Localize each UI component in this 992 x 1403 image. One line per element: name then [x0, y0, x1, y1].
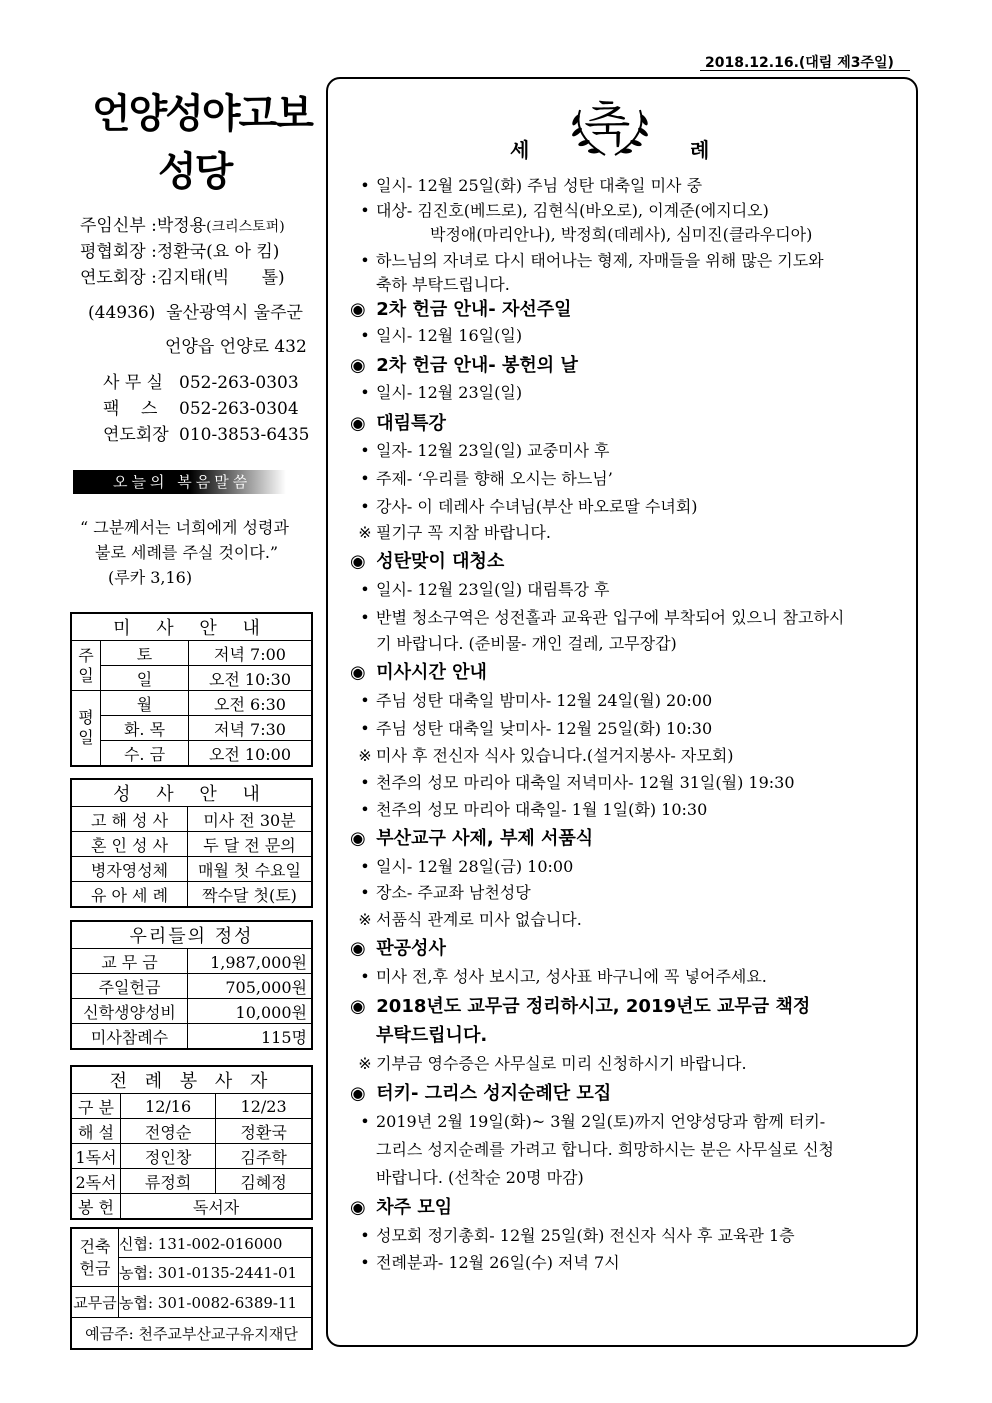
celebrate-character: 축 — [584, 97, 631, 153]
mass-time: 오전 10:30 — [189, 666, 313, 691]
mass-day: 월 — [101, 691, 189, 716]
list-item: • 하느님의 자녀로 다시 태어나는 형제, 자매들을 위해 많은 기도와 — [360, 251, 824, 270]
list-item: • 천주의 성모 마리아 대축일- 1월 1일(화) 10:30 — [360, 800, 708, 819]
mass-day: 수. 금 — [101, 741, 189, 767]
liturgy-role: 1독서 — [71, 1144, 121, 1169]
liturgy-role: 봉 헌 — [71, 1194, 121, 1220]
list-item: • 일시- 12월 16일(일) — [360, 326, 523, 345]
gospel-heading: 오늘의 복음말씀 — [73, 470, 286, 494]
liturgy-role: 해 설 — [71, 1119, 121, 1144]
liturgy-head-label: 구 분 — [71, 1094, 121, 1119]
list-item: • 미사 전,후 성사 보시고, 성사표 바구니에 꼭 넣어주세요. — [360, 967, 767, 986]
liturgy-person: 전영순 — [121, 1119, 216, 1144]
staff-requiem-president: 연도회장 :김지태(빅 톨) — [80, 268, 285, 288]
list-item: • 전례분과- 12월 26일(수) 저녁 7시 — [360, 1253, 620, 1272]
baptism-title-right: 례 — [690, 138, 710, 162]
offering-value: 1,987,000원 — [188, 949, 313, 974]
section-heading: ◉ 2018년도 교무금 정리하시고, 2019년도 교무금 책정 — [350, 996, 811, 1017]
parish-title-line2: 성당 — [158, 149, 232, 195]
list-item-continued: 박정애(마리안나), 박정희(데레사), 심미진(클라우디아) — [430, 225, 813, 244]
offering-name: 미사참례수 — [71, 1024, 188, 1050]
offering-value: 10,000원 — [188, 999, 313, 1024]
mass-time: 저녁 7:00 — [189, 641, 313, 666]
baptism-title-left: 세 — [510, 138, 530, 162]
liturgy-role: 2독서 — [71, 1169, 121, 1194]
address-line1: (44936) 울산광역시 울주군 — [88, 303, 303, 323]
mass-time: 오전 10:00 — [189, 741, 313, 767]
mission-account: 농협: 301-0082-6389-11 — [119, 1287, 313, 1318]
mass-schedule-table — [70, 612, 313, 767]
liturgy-date: 12/16 — [121, 1094, 216, 1119]
mass-day: 일 — [101, 666, 189, 691]
list-item: • 장소- 주교좌 남천성당 — [360, 883, 531, 902]
liturgy-date: 12/23 — [216, 1094, 312, 1119]
list-item: • 2019년 2월 19일(화)~ 3월 2일(토)까지 언양성당과 함께 터키- — [360, 1112, 826, 1131]
list-item: • 강사- 이 데레사 수녀님(부산 바오로딸 수녀회) — [360, 497, 698, 516]
sacrament-name: 유 아 세 례 — [71, 882, 188, 908]
note-item: ※ 서품식 관계로 미사 없습니다. — [358, 910, 582, 929]
bank-accounts-table — [70, 1227, 313, 1350]
list-item-continued: 기 바랍니다. (준비물- 개인 걸레, 고무장갑) — [376, 634, 677, 653]
building-account-2: 농협: 301-0135-2441-01 — [119, 1258, 313, 1287]
sacrament-info: 두 달 전 문의 — [188, 832, 313, 857]
list-item: • 일자- 12월 23일(일) 교중미사 후 — [360, 441, 610, 460]
mass-time: 저녁 7:30 — [189, 716, 313, 741]
parish-title: 언양성야고보 — [92, 91, 312, 137]
mass-day: 화. 목 — [101, 716, 189, 741]
date-underline — [700, 70, 910, 71]
liturgy-person: 김혜정 — [216, 1169, 312, 1194]
sacraments-title: 성 사 안 내 — [71, 779, 312, 807]
list-item-continued: 바랍니다. (선착순 20명 마감) — [376, 1168, 584, 1187]
address-line2: 언양읍 언양로 432 — [165, 337, 307, 357]
section-heading: ◉ 터키- 그리스 성지순례단 모집 — [350, 1083, 612, 1104]
list-item: • 일시- 12월 23일(일) — [360, 383, 523, 402]
sacrament-info: 짝수달 첫(토) — [188, 882, 313, 908]
sacraments-table — [70, 778, 313, 908]
section-heading: ◉ 판공성사 — [350, 938, 446, 959]
contact-requiem: 연도회장 010-3853-6435 — [103, 425, 310, 445]
section-heading: ◉ 2차 헌금 안내- 봉헌의 날 — [350, 355, 578, 376]
list-item: • 주님 성탄 대축일 밤미사- 12월 24일(월) 20:00 — [360, 691, 713, 710]
note-item: ※ 기부금 영수증은 사무실로 미리 신청하시기 바랍니다. — [358, 1054, 747, 1073]
building-fund-label: 건축 헌금 — [71, 1228, 119, 1287]
note-item: ※ 미사 후 전신자 식사 있습니다.(설거지봉사- 자모회) — [358, 746, 734, 765]
liturgy-person: 정환국 — [216, 1119, 312, 1144]
section-heading: ◉ 2차 헌금 안내- 자선주일 — [350, 299, 572, 320]
list-item-continued: 그리스 성지순례를 가려고 합니다. 희망하시는 분은 사무실로 신청 — [376, 1140, 835, 1159]
gospel-reference: (루카 3,16) — [108, 568, 193, 587]
list-item: • 천주의 성모 마리아 대축일 저녁미사- 12월 31일(월) 19:30 — [360, 773, 795, 792]
account-holder: 예금주: 천주교부산교구유지재단 — [71, 1318, 312, 1350]
list-item: • 반별 청소구역은 성전홀과 교육관 입구에 부착되어 있으니 참고하시 — [360, 608, 845, 627]
list-item: • 일시- 12월 25일(화) 주님 성탄 대축일 미사 중 — [360, 176, 703, 195]
section-heading: ◉ 미사시간 안내 — [350, 662, 487, 683]
list-item: • 일시- 12월 23일(일) 대림특강 후 — [360, 580, 610, 599]
contact-fax: 팩 스 052-263-0304 — [103, 399, 299, 419]
liturgy-ministers-table — [70, 1065, 313, 1220]
sacrament-name: 병자영성체 — [71, 857, 188, 882]
sacrament-info: 미사 전 30분 — [188, 807, 313, 832]
gospel-line1: “ 그분께서는 너희에게 성령과 — [80, 518, 289, 537]
list-item: • 주님 성탄 대축일 낮미사- 12월 25일(화) 10:30 — [360, 719, 713, 738]
liturgy-person: 류정희 — [121, 1169, 216, 1194]
mass-title: 미 사 안 내 — [71, 613, 312, 641]
list-item: • 일시- 12월 28일(금) 10:00 — [360, 857, 574, 876]
sacrament-name: 고 해 성 사 — [71, 807, 188, 832]
building-account-1: 신협: 131-002-016000 — [119, 1228, 313, 1258]
liturgy-person: 김주학 — [216, 1144, 312, 1169]
list-item: • 성모회 정기총회- 12월 25일(화) 전신자 식사 후 교육관 1층 — [360, 1226, 795, 1245]
mass-day: 토 — [101, 641, 189, 666]
offerings-title: 우리들의 정성 — [71, 921, 312, 949]
offering-name: 신학생양성비 — [71, 999, 188, 1024]
offering-value: 705,000원 — [188, 974, 313, 999]
mass-group-sunday: 주일 — [71, 641, 101, 691]
mission-fund-label: 교무금 — [71, 1287, 119, 1318]
liturgy-offertory: 독서자 — [121, 1194, 313, 1220]
bulletin-date: 2018.12.16.(대림 제3주일) — [705, 55, 894, 71]
contact-office: 사 무 실 052-263-0303 — [103, 373, 299, 393]
sacrament-name: 혼 인 성 사 — [71, 832, 188, 857]
offering-name: 주일헌금 — [71, 974, 188, 999]
staff-pastor: 주임신부 :박정용(크리스토퍼) — [80, 216, 285, 236]
list-item: • 주제- ‘우리를 향해 오시는 하느님’ — [360, 469, 613, 488]
staff-council-president: 평협회장 :정환국(요 아 킴) — [80, 242, 280, 262]
list-item-continued: 축하 부탁드립니다. — [376, 275, 510, 294]
offerings-table — [70, 920, 313, 1050]
mass-group-weekday: 평일 — [71, 691, 101, 767]
section-heading: ◉ 차주 모임 — [350, 1197, 453, 1218]
liturgy-person: 정인창 — [121, 1144, 216, 1169]
offering-value: 115명 — [188, 1024, 313, 1050]
offering-name: 교 무 금 — [71, 949, 188, 974]
section-heading: ◉ 성탄맞이 대청소 — [350, 551, 505, 572]
section-heading: ◉ 부산교구 사제, 부제 서품식 — [350, 828, 594, 849]
sacrament-info: 매월 첫 수요일 — [188, 857, 313, 882]
section-heading-continued: 부탁드립니다. — [376, 1025, 488, 1046]
note-item: ※ 필기구 꼭 지참 바랍니다. — [358, 523, 551, 542]
liturgy-title: 전 례 봉 사 자 — [71, 1066, 312, 1094]
gospel-line2: 불로 세례를 주실 것이다.” — [95, 543, 279, 562]
mass-time: 오전 6:30 — [189, 691, 313, 716]
section-heading: ◉ 대림특강 — [350, 413, 446, 434]
list-item: • 대상- 김진호(베드로), 김현식(바오로), 이계준(에지디오) — [360, 201, 769, 220]
